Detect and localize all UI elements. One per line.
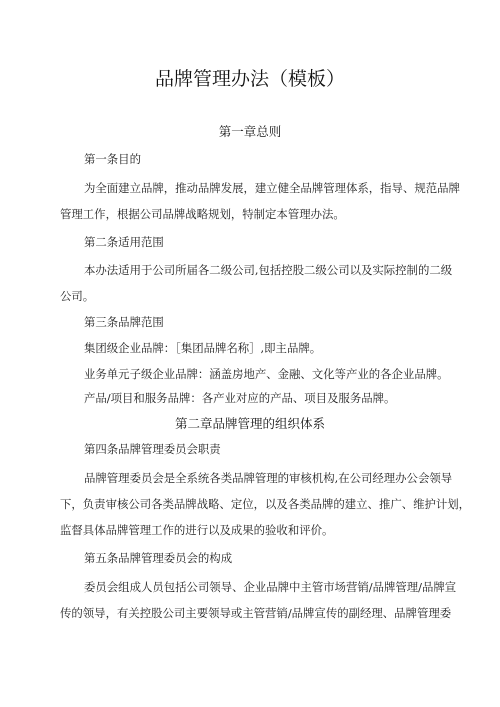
- paragraph-line: 产品/项目和服务品牌：各产业对应的产品、项目及服务品牌。: [84, 391, 396, 405]
- paragraph-line: 集团级企业品牌：［集团品牌名称］,即主品牌。: [84, 341, 322, 355]
- paragraph-line: 传的领导，有关控股公司主要领导或主管营销/品牌宣传的副经理、品牌管理委: [60, 606, 452, 620]
- paragraph-line: 管理工作，根据公司品牌战略规划，特制定本管理办法。: [60, 207, 345, 221]
- article-4-heading: 第四条品牌管理委员会职责: [84, 442, 221, 456]
- article-2-heading: 第二条适用范围: [84, 235, 164, 249]
- chapter-heading-2: 第二章品牌管理的组织体系: [174, 416, 325, 431]
- paragraph-line: 下，负责审核公司各类品牌战略、定位，以及各类品牌的建立、推广、维护计划，: [60, 497, 471, 511]
- paragraph-line: 委员会组成人员包括公司领导、企业品牌中主管市场营销/品牌管理/品牌宣: [84, 580, 457, 594]
- document-title: 品牌管理办法（模板）: [154, 68, 345, 90]
- article-1-heading: 第一条目的: [84, 152, 141, 166]
- article-5-heading: 第五条品牌管理委员会的构成: [84, 551, 233, 565]
- chapter-heading-1: 第一章总则: [218, 124, 282, 139]
- paragraph-line: 品牌管理委员会是全系统各类品牌管理的审核机构,在公司经理办公会领导: [84, 471, 453, 485]
- paragraph-line: 本办法适用于公司所届各二级公司,包括控股二级公司以及实际控制的二级: [84, 263, 453, 277]
- article-3-heading: 第三条品牌范围: [84, 315, 164, 329]
- paragraph-line: 业务单元子级企业品牌：涵盖房地产、金融、文化等产业的各企业品牌。: [84, 367, 449, 381]
- paragraph-line: 监督具体品牌管理工作的进行以及成果的验收和评价。: [60, 523, 334, 537]
- paragraph-line: 为全面建立品牌，推动品牌发展，建立健全品牌管理体系，指导、规范品牌: [84, 181, 460, 195]
- paragraph-line: 公司。: [60, 289, 95, 303]
